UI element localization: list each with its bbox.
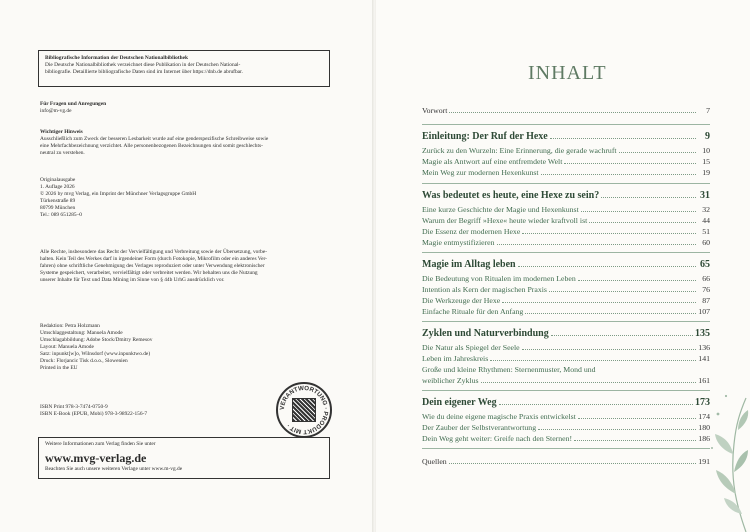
credits-line: Druck: Florjancic Tisk d.o.o., Slowenien: [40, 358, 128, 364]
toc-title: Magie im Alltag leben: [422, 259, 516, 270]
edition-line: © 2026 by mvg Verlag, ein Imprint der Münchner Verlagsgruppe GmbH: [40, 191, 197, 197]
toc-divider: [422, 252, 710, 253]
toc-page-number: 60: [702, 238, 710, 247]
toc-title: Mein Weg zur modernen Hexenkunst: [422, 168, 539, 177]
publisher-url: www.mvg-verlag.de: [45, 451, 147, 465]
toc-chapter: [422, 131, 710, 143]
toc-title: Die Bedeutung von Ritualen im modernen Leben: [422, 274, 576, 283]
rights-line: halten. Kein Teil des Werkes darf in irgendeiner Form (durch Fotokopie, Mikrofilm oder ein anderes Ver-: [40, 256, 267, 262]
toc-title: Die Werkzeuge der Hexe: [422, 296, 501, 305]
toc-page-number: 141: [698, 354, 710, 363]
toc-divider: [422, 321, 710, 322]
mvg-line: Weitere Informationen zum Verlag finden Sie unter: [45, 441, 156, 447]
biblio-line: Die Deutsche Nationalbibliothek verzeichnet diese Publikation in der Deutschen National-: [45, 62, 241, 68]
badge-text: VERANTWORTUNG · PRODUKT MIT ·: [278, 384, 330, 436]
notice-line: Ausschließlich zum Zweck der besseren Lesbarkeit wurde auf eine genderspezifische Schreibweise sowie: [40, 136, 269, 142]
toc-entry: [422, 296, 710, 306]
svg-text:VERANTWORTUNG · PRODUKT MIT ·: [279, 385, 329, 435]
toc-leader-dots: [490, 360, 696, 361]
contact-block: [40, 101, 340, 115]
toc-leader-dots: [449, 112, 696, 113]
toc-page-number: 66: [702, 274, 710, 283]
toc-page-number: 87: [702, 296, 710, 305]
toc-entry: [422, 434, 710, 444]
credits-line: Umschlagabbildung: Adobe Stock/Dmitry Remesov: [40, 337, 153, 343]
toc-title: Einfache Rituale für den Anfang: [422, 307, 524, 316]
toc-leader-dots: [525, 313, 696, 314]
toc-title: Intention als Kern der magischen Praxis: [422, 285, 547, 294]
edition-line: Originalausgabe: [40, 177, 76, 183]
notice-line: eine Mehrfachbezeichnung verzichtet. Alle personenbezogenen Bezeichnungen sind somit geschlechts-: [40, 143, 263, 149]
toc-page-number: 44: [702, 216, 710, 225]
toc-page-number: 135: [695, 328, 710, 339]
toc-page-number: 107: [698, 307, 710, 316]
toc-leader-dots: [601, 197, 696, 198]
bibliographic-info-box: [38, 50, 330, 87]
toc-entry: [422, 343, 710, 353]
toc-title: Magie entmystifizieren: [422, 238, 495, 247]
left-page-imprint: [0, 0, 374, 532]
toc-title: Zurück zu den Wurzeln: Eine Erinnerung, die gerade wachruft: [422, 146, 617, 155]
toc-leader-dots: [564, 163, 696, 164]
toc-leader-dots: [549, 291, 696, 292]
toc-title: Quellen: [422, 457, 447, 466]
toc-divider: [422, 448, 710, 449]
toc-entry: [422, 376, 710, 386]
toc-entry: [422, 457, 710, 467]
toc-leader-dots: [581, 211, 696, 212]
credits-line: Printed in the EU: [40, 365, 78, 371]
toc-page-number: 10: [702, 146, 710, 155]
toc-title: Der Zauber der Selbstverantwortung: [422, 423, 537, 432]
toc-entry: [422, 157, 710, 167]
rights-block: [40, 249, 340, 284]
toc-leader-dots: [541, 174, 696, 175]
toc-chapter: [422, 259, 710, 271]
rights-line: Alle Rechte, insbesondere das Recht der Vervielfältigung und Verbreitung sowie der Übersetzung, vorbe-: [40, 249, 268, 255]
floral-sprig-icon: [706, 384, 750, 532]
toc-title: Die Natur als Spiegel der Seele: [422, 343, 520, 352]
credits-block: [40, 323, 340, 372]
toc-entry: [422, 285, 710, 295]
toc-entry: [422, 354, 710, 364]
toc-leader-dots: [449, 463, 696, 464]
toc-leader-dots: [589, 222, 696, 223]
edition-line: Türkenstraße 89: [40, 198, 76, 204]
toc-chapter: [422, 397, 710, 409]
toc-page-number: 51: [702, 227, 710, 236]
toc-page-number: 191: [698, 457, 710, 466]
toc-leader-dots: [551, 335, 693, 336]
toc-title: Dein Weg geht weiter: Greife nach den Sternen!: [422, 434, 573, 443]
toc-page-number: 161: [698, 376, 710, 385]
toc-leader-dots: [578, 280, 696, 281]
edition-line: Tel.: 089 651285–0: [40, 212, 82, 218]
notice-heading: Wichtiger Hinweis: [40, 129, 83, 135]
isbn-print: ISBN Print 978-3-7474-0750-9: [40, 404, 108, 410]
toc-title: Vorwort: [422, 106, 448, 115]
toc-page-number: 32: [702, 205, 710, 214]
credits-line: Redaktion: Petra Holzmann: [40, 323, 100, 329]
toc-leader-dots: [502, 302, 696, 303]
toc-entry: [422, 365, 710, 375]
notice-line: neutral zu verstehen.: [40, 150, 85, 156]
contents-title: INHALT: [528, 62, 607, 84]
toc-entry: [422, 216, 710, 226]
toc-page-number: 180: [698, 423, 710, 432]
toc-page-number: 19: [702, 168, 710, 177]
toc-page-number: 186: [698, 434, 710, 443]
edition-block: [40, 177, 340, 219]
toc-entry: [422, 146, 710, 156]
toc-page-number: 173: [695, 397, 710, 408]
publisher-info-box: [38, 437, 330, 479]
toc-leader-dots: [522, 349, 696, 350]
toc-entry: [422, 168, 710, 178]
toc-title: Magie als Antwort auf eine entfremdete Welt: [422, 157, 563, 166]
toc-entry: [422, 227, 710, 237]
toc-leader-dots: [574, 440, 696, 441]
isbn-ebook: ISBN E-Book (EPUB, Mobi) 978-3-98922-156-7: [40, 411, 148, 417]
toc-title: Eine kurze Geschichte der Magie und Hexenkunst: [422, 205, 579, 214]
rights-line: unserer Inhalte für Text und Data Mining im Sinne von § 44b UrhG ausdrücklich vor.: [40, 277, 225, 283]
toc-leader-dots: [522, 233, 696, 234]
toc-chapter: [422, 328, 710, 340]
badge-ring-text: [276, 382, 332, 438]
toc-leader-dots: [578, 418, 696, 419]
contact-heading: Für Fragen und Anregungen: [40, 101, 107, 107]
mvg-line: Beachten Sie auch unsere weiteren Verlage unter www.m-vg.de: [45, 466, 183, 472]
rights-line: fahren) ohne schriftliche Genehmigung des Verlages reproduziert oder unter Verwendung elektronischer: [40, 263, 265, 269]
toc-title: Was bedeutet es heute, eine Hexe zu sein?: [422, 190, 600, 201]
responsibility-badge-icon: [276, 382, 332, 438]
toc-page-number: 7: [706, 106, 710, 115]
toc-entry: [422, 423, 710, 433]
toc-title: Einleitung: Der Ruf der Hexe: [422, 131, 548, 142]
toc-entry: [422, 412, 710, 422]
toc-entry: [422, 106, 710, 116]
credits-line: Umschlaggestaltung: Manuela Amode: [40, 330, 123, 336]
credits-line: Satz: inpunkt[w]o, Wilnsdorf (www.inpunktwo.de): [40, 351, 151, 357]
toc-leader-dots: [538, 429, 696, 430]
toc-title: Dein eigener Weg: [422, 397, 497, 408]
toc-page-number: 136: [698, 343, 710, 352]
toc-divider: [422, 124, 710, 125]
toc-leader-dots: [497, 244, 696, 245]
toc-title: Leben im Jahreskreis: [422, 354, 489, 363]
rights-line: Systeme gespeichert, verarbeitet, vervielfältigt oder verbreitet werden. Wir behalten uns die Nutzung: [40, 270, 258, 276]
toc-title: Wie du deine eigene magische Praxis entwickelst: [422, 412, 576, 421]
toc-divider: [422, 390, 710, 391]
notice-block: [40, 129, 340, 157]
toc-entry: [422, 307, 710, 317]
toc-entry: [422, 274, 710, 284]
toc-divider: [422, 183, 710, 184]
toc-leader-dots: [499, 404, 693, 405]
toc-leader-dots: [481, 382, 696, 383]
toc-page-number: 31: [700, 190, 710, 201]
toc-entry: [422, 205, 710, 215]
toc-page-number: 15: [702, 157, 710, 166]
toc-page-number: 9: [705, 131, 710, 142]
biblio-line: bibliografie. Detaillierte bibliografische Daten sind im Internet über https://dnb.de abrufbar.: [45, 69, 243, 75]
toc-leader-dots: [619, 152, 696, 153]
toc-title: Warum der Begriff »Hexe« heute wieder kraftvoll ist: [422, 216, 588, 225]
toc-title: Große und kleine Rhythmen: Sternenmuster, Mond und: [422, 365, 596, 374]
toc-page-number: 65: [700, 259, 710, 270]
toc-leader-dots: [518, 266, 696, 267]
toc-entry: [422, 238, 710, 248]
biblio-title: Bibliografische Information der Deutschen Nationalbibliothek: [45, 55, 189, 61]
toc-page-number: 76: [702, 285, 710, 294]
toc-title: weiblicher Zyklus: [422, 376, 479, 385]
edition-line: 80799 München: [40, 205, 76, 211]
toc-title: Zyklen und Naturverbindung: [422, 328, 549, 339]
toc-chapter: [422, 190, 710, 202]
toc-page-number: 174: [698, 412, 710, 421]
credits-line: Layout: Manuela Amode: [40, 344, 94, 350]
contact-email: info@m-vg.de: [40, 108, 72, 114]
edition-line: 1. Auflage 2026: [40, 184, 75, 190]
toc-title: Die Essenz der modernen Hexe: [422, 227, 521, 236]
toc-leader-dots: [550, 138, 696, 139]
